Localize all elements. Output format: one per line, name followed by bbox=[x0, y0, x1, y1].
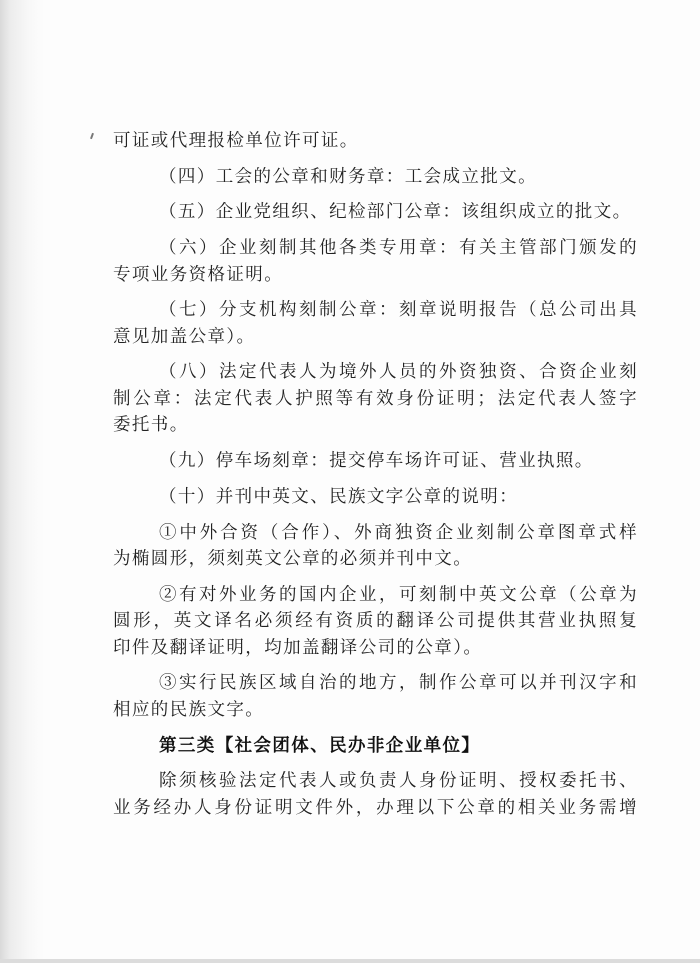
text-line: （七）分支机构刻制公章：刻章说明报告（总公司出具 bbox=[159, 300, 638, 321]
text-line: 相应的民族文字。 bbox=[113, 699, 265, 720]
paragraph-gap bbox=[113, 155, 638, 164]
text-line: （五）企业党组织、纪检部门公章：该组织成立的批文。 bbox=[159, 202, 632, 223]
text-line: 圆形，英文译名必须经有资质的翻译公司提供其营业执照复 bbox=[113, 611, 638, 632]
text-line: 除须核验法定代表人或负责人身份证明、授权委托书、 bbox=[159, 771, 638, 792]
paragraph-gap bbox=[113, 226, 638, 235]
paragraph-gap bbox=[113, 759, 638, 768]
paragraph-gap bbox=[113, 661, 638, 670]
text-line: 印件及翻译证明，均加盖翻译公司的公章）。 bbox=[113, 637, 483, 658]
paragraph-gap bbox=[113, 510, 638, 519]
text-line: 为椭圆形，须刻英文公章的必须并刊中文。 bbox=[113, 549, 473, 569]
text-line: （六）企业刻制其他各类专用章：有关主管部门颁发的 bbox=[159, 238, 638, 259]
text-line: （四）工会的公章和财务章：工会成立批文。 bbox=[159, 166, 537, 187]
text-line: 委托书。 bbox=[113, 415, 189, 436]
paragraph-gap bbox=[113, 573, 638, 582]
text-line: （十）并刊中英文、民族文字公章的说明： bbox=[159, 486, 519, 507]
text-line: （九）停车场刻章：提交停车场许可证、营业执照。 bbox=[159, 451, 594, 472]
text-line: 制公章：法定代表人护照等有效身份证明；法定代表人签字 bbox=[113, 388, 638, 409]
paragraph-gap bbox=[113, 439, 638, 448]
document-body bbox=[113, 128, 638, 821]
section-heading: 第三类【社会团体、民办非企业单位】 bbox=[159, 735, 481, 756]
paragraph-gap bbox=[113, 350, 638, 359]
text-line: ③实行民族区域自治的地方，制作公章可以并刊汉字和 bbox=[159, 673, 638, 694]
binding-edge-shadow bbox=[0, 0, 44, 963]
paragraph-gap bbox=[113, 723, 638, 732]
paragraph-gap bbox=[113, 288, 638, 297]
text-line: ②有对外业务的国内企业，可刻制中英文公章（公章为 bbox=[159, 584, 638, 605]
text-line: ①中外合资（合作）、外商独资企业刻制公章图章式样 bbox=[159, 522, 638, 543]
text-line: 意见加盖公章）。 bbox=[113, 326, 256, 347]
text-line: 业务经办人身份证明文件外，办理以下公章的相关业务需增 bbox=[113, 797, 638, 818]
text-line: 专项业务资格证明。 bbox=[113, 264, 284, 285]
page-bottom-edge bbox=[0, 959, 700, 963]
paragraph-gap bbox=[113, 190, 638, 199]
scan-speck bbox=[90, 133, 94, 139]
text-line: （八）法定代表人为境外人员的外资独资、合资企业刻 bbox=[159, 362, 638, 383]
paragraph-gap bbox=[113, 475, 638, 484]
text-line: 可证或代理报检单位许可证。 bbox=[113, 131, 359, 151]
